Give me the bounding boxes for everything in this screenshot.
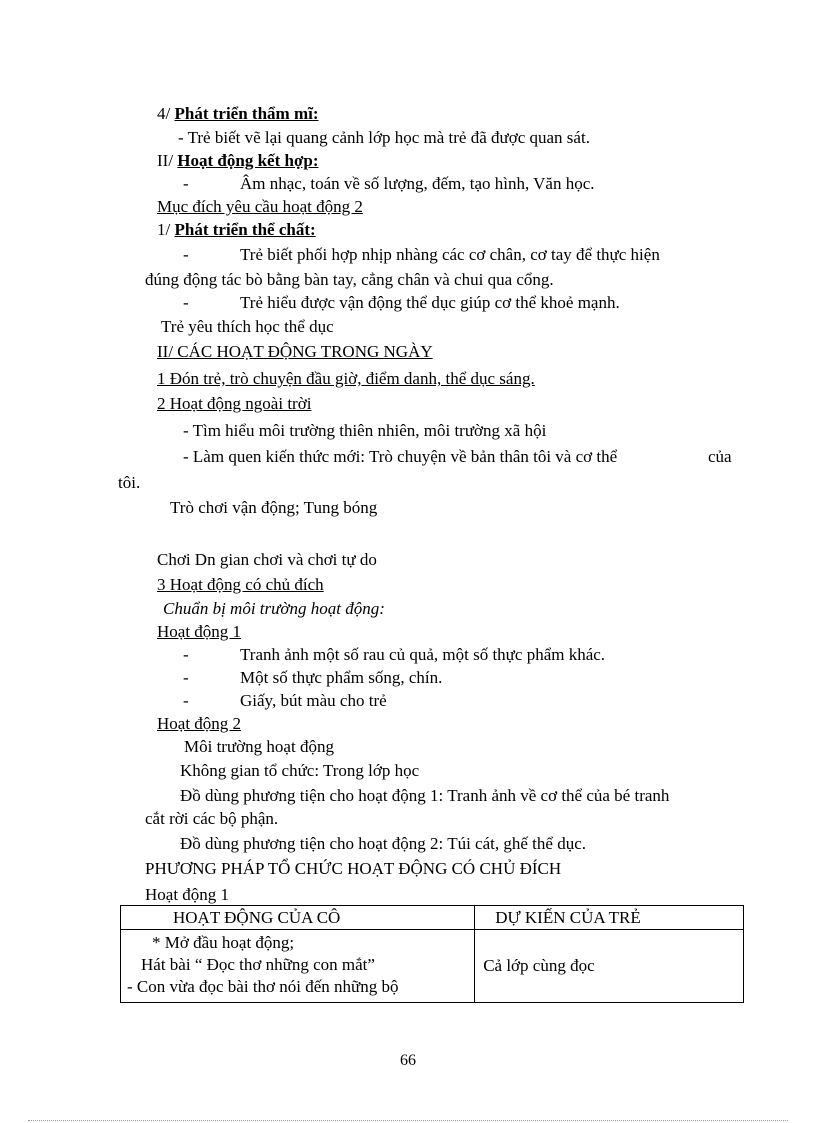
text-line: - Tìm hiểu môi trường thiên nhiên, môi trường xã hội xyxy=(183,421,547,440)
child-response-cell: Cả lớp cùng đọc xyxy=(475,930,744,1003)
heading-combined-activities-title: Hoạt động kết hợp: xyxy=(177,151,319,170)
heading-purposeful-activity: 3 Hoạt động có chủ đích xyxy=(157,575,324,594)
header-child-expectation: DỰ KIẾN CỦA TRẺ xyxy=(475,906,744,930)
heading-purpose-activity-2: Mục đích yêu cầu hoạt động 2 xyxy=(157,197,363,216)
header-teacher-activity: HOẠT ĐỘNG CỦA CÔ xyxy=(121,906,475,930)
text-line: Trẻ yêu thích học thể dục xyxy=(161,317,334,336)
text-line: Trò chơi vận động; Tung bóng xyxy=(170,498,378,517)
text-line: Một số thực phẩm sống, chín. xyxy=(240,668,443,687)
heading-aesthetic: 4/ Phát triển thẩm mĩ: xyxy=(157,104,319,123)
teacher-line: * Mở đầu hoạt động; xyxy=(152,933,295,952)
teacher-activity-cell xyxy=(121,930,475,1003)
bullet-dash: - xyxy=(183,668,189,687)
text-line: Âm nhạc, toán về số lượng, đếm, tạo hình, Văn học. xyxy=(240,174,595,193)
teacher-line: Hát bài “ Đọc thơ những con mắt” xyxy=(141,955,375,974)
text-line: Tranh ảnh một số rau củ quả, một số thực phẩm khác. xyxy=(240,645,606,664)
text-line: của xyxy=(708,447,732,466)
bullet-dash: - xyxy=(183,245,189,264)
page-number: 66 xyxy=(400,1052,416,1069)
text-line: Chơi Dn gian chơi và chơi tự do xyxy=(157,550,377,569)
text-line: Trẻ biết phối hợp nhịp nhàng các cơ chân, cơ tay để thực hiện xyxy=(240,245,660,264)
text-line: Đồ dùng phương tiện cho hoạt động 1: Tranh ảnh về cơ thể của bé tranh xyxy=(180,786,670,805)
heading-physical: 1/ Phát triển thể chất: xyxy=(157,220,316,239)
footer-divider xyxy=(28,1120,788,1121)
text-line: Môi trường hoạt động xyxy=(184,737,334,756)
heading-outdoor: 2 Hoạt động ngoài trời xyxy=(157,394,312,413)
heading-combined-activities: II/ Hoạt động kết hợp: xyxy=(157,151,319,170)
bullet-dash: - xyxy=(183,691,189,710)
text-line: Trẻ hiểu được vận động thể dục giúp cơ thể khoẻ mạnh. xyxy=(240,293,620,312)
table-row xyxy=(121,930,744,1003)
text-line: tôi. xyxy=(118,473,141,492)
heading-activity-1: Hoạt động 1 xyxy=(157,622,242,641)
text-line: - Trẻ biết vẽ lại quang cảnh lớp học mà trẻ đã được quan sát. xyxy=(178,128,590,147)
bullet-dash: - xyxy=(183,174,189,193)
text-line: Đồ dùng phương tiện cho hoạt động 2: Túi cát, ghế thể dục. xyxy=(180,834,586,853)
heading-daily-activities: II/ CÁC HOẠT ĐỘNG TRONG NGÀY xyxy=(157,342,433,361)
heading-activity-1-methods: Hoạt động 1 xyxy=(145,885,230,904)
heading-aesthetic-title: Phát triển thẩm mĩ: xyxy=(174,104,319,123)
text-line: - Làm quen kiến thức mới: Trò chuyện về bản thân tôi và cơ thể xyxy=(183,447,618,466)
activity-table xyxy=(120,905,744,1003)
heading-physical-title: Phát triển thể chất: xyxy=(174,220,316,239)
heading-prepare-environment: Chuẩn bị môi trường hoạt động: xyxy=(163,599,385,618)
text-line: đúng động tác bò bằng bàn tay, cẳng chân và chui qua cổng. xyxy=(145,270,554,289)
heading-methods: PHƯƠNG PHÁP TỔ CHỨC HOẠT ĐỘNG CÓ CHỦ ĐÍCH xyxy=(145,859,562,878)
text-line: cắt rời các bộ phận. xyxy=(145,809,279,828)
bullet-dash: - xyxy=(183,293,189,312)
table-header-row xyxy=(121,906,744,930)
bullet-dash: - xyxy=(183,645,189,664)
text-line: Giấy, bút màu cho trẻ xyxy=(240,691,387,710)
heading-morning: 1 Đón trẻ, trò chuyện đầu giờ, điểm danh, thể dục sáng. xyxy=(157,369,535,388)
text-line: Không gian tổ chức: Trong lớp học xyxy=(180,761,420,780)
teacher-line: - Con vừa đọc bài thơ nói đến những bộ xyxy=(127,977,399,996)
heading-activity-2: Hoạt động 2 xyxy=(157,714,242,733)
